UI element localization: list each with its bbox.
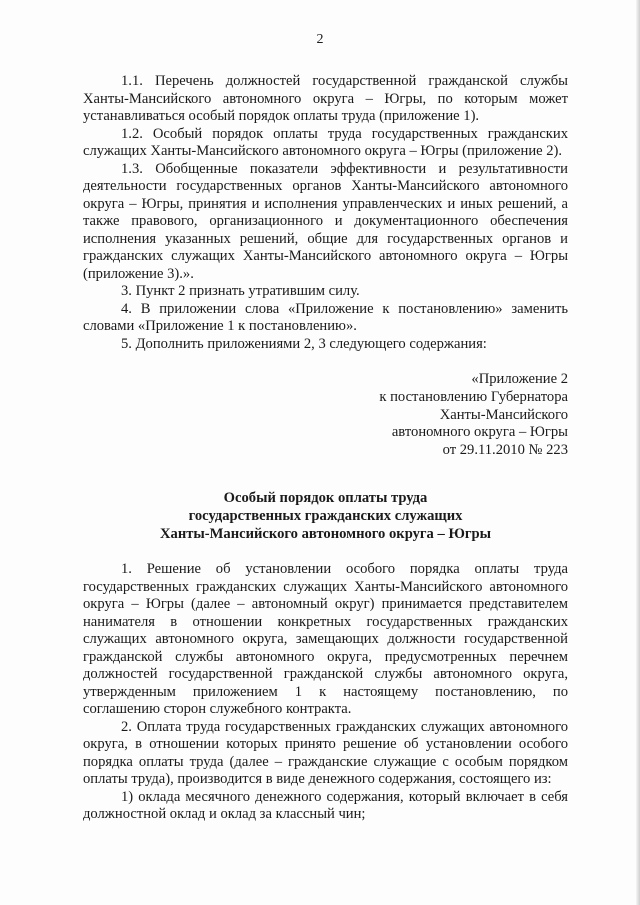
- paragraph-1-2: 1.2. Особый порядок оплаты труда государственных гражданских служащих Ханты-Мансийского автономного округа – Югры (приложение 2).: [83, 125, 568, 159]
- appendix-line: к постановлению Губернатора: [379, 388, 568, 405]
- paragraph-1-3: 1.3. Обобщенные показатели эффективности и результативности деятельности государственных органов Ханты-Мансийского автономного округа – Югры, принятия и исполнения управленческих и иных решений, а также правового, организационного и документационного обеспечения исполнения указанных решений, общие для государственных органов и гражданских служащих Ханты-Мансийского автономного округа – Югры (приложение 3).».: [83, 160, 568, 282]
- appendix-line: «Приложение 2: [471, 371, 568, 387]
- paragraph-3: 3. Пункт 2 признать утратившим силу.: [121, 283, 360, 299]
- page-edge-shadow: [636, 0, 640, 905]
- paragraph-1-1: 1.1. Перечень должностей государственной гражданской службы Ханты-Мансийского автономного округа – Югры, по которым может устанавливаться особый порядок оплаты труда (приложение 1).: [83, 73, 568, 124]
- title-line: Ханты-Мансийского автономного округа – Югры: [159, 525, 492, 542]
- appendix-line: от 29.11.2010 № 223: [442, 442, 568, 459]
- page-number: 2: [316, 32, 324, 47]
- title-line: Особый порядок оплаты труда: [223, 489, 428, 506]
- paragraph-4: 4. В приложении слова «Приложение к постановлению» заменить словами «Приложение 1 к постановлению».: [83, 300, 568, 334]
- section-paragraph-2: 2. Оплата труда государственных гражданских служащих автономного округа, в отношении которых принято решение об установлении особого порядка оплаты труда (далее – гражданские служащие с особым порядком оплаты труда), производится в виде денежного содержания, состоящего из:: [83, 718, 568, 788]
- appendix-line: Ханты-Мансийского: [439, 406, 568, 423]
- document-title: [83, 490, 568, 543]
- appendix-line: автономного округа – Югры: [391, 424, 568, 441]
- document-body: [83, 73, 568, 824]
- title-line: государственных гражданских служащих: [188, 507, 463, 524]
- section-paragraph-2-1: 1) оклада месячного денежного содержания, который включает в себя должностной оклад и оклад за классный чин;: [83, 788, 568, 823]
- section-paragraph-1: 1. Решение об установлении особого порядка оплаты труда государственных гражданских служащих Ханты-Мансийского автономного округа – Югры (далее – автономный округ) принимается представителем нанимателя в отношении конкретных государственных гражданских служащих автономного округа, замещающих должности государственной гражданской службы автономного округа, предусмотренных перечнем должностей государственной гражданской службы автономного округа, утвержденным приложением 1 к настоящему постановлению, по соглашению сторон служебного контракта.: [83, 561, 568, 718]
- appendix-header: [83, 371, 568, 460]
- paragraph-5: 5. Дополнить приложениями 2, 3 следующего содержания:: [121, 335, 487, 352]
